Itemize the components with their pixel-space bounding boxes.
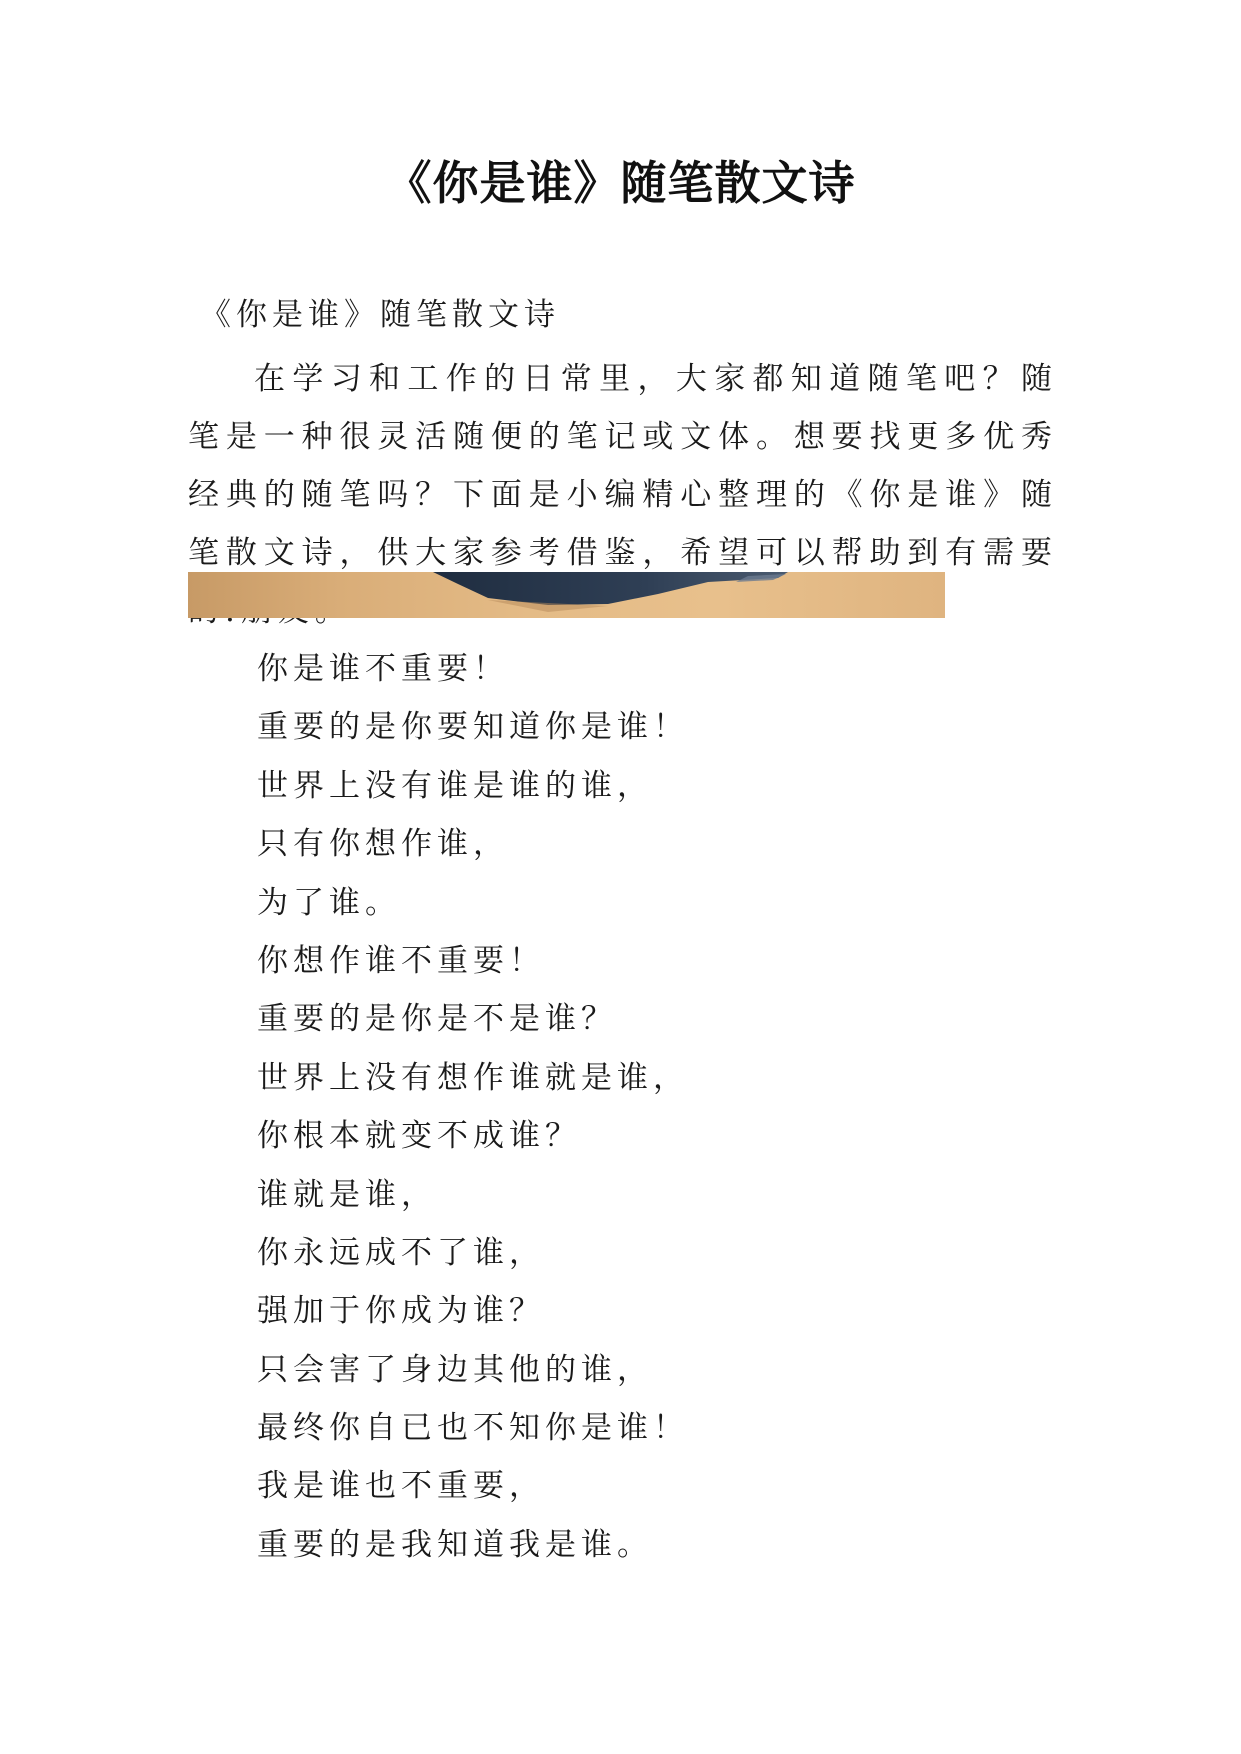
banner-image (188, 572, 945, 618)
poem-line: 强加于你成为谁？ (257, 1293, 545, 1330)
intro-paragraph: 在学习和工作的日常里，大家都知道随笔吧？随笔是一种很灵活随便的笔记或文体。想要找更多优秀经典的随笔吗？下面是小编精心整理的《你是谁》随笔散文诗，供大家参考借鉴，希望可以帮助到有需要 (188, 361, 1058, 571)
poem-line: 只有你想作谁， (257, 826, 509, 863)
poem-line: 你永远成不了谁， (257, 1234, 545, 1271)
poem-line: 你想作谁不重要！ (257, 942, 545, 979)
banner-illustration (188, 572, 945, 618)
dark-shape (433, 572, 788, 605)
poem-line: 只会害了身边其他的谁， (257, 1351, 653, 1388)
poem-line: 世界上没有谁是谁的谁， (257, 767, 653, 804)
poem-line: 重要的是你要知道你是谁！ (257, 709, 689, 746)
poem-line: 你是谁不重要！ (257, 651, 509, 687)
poem-line: 我是谁也不重要， (257, 1468, 545, 1505)
poem-line: 谁就是谁， (257, 1176, 437, 1213)
poem-line: 最终你自已也不知你是谁！ (257, 1410, 689, 1447)
article-subtitle: 《你是谁》随笔散文诗 (200, 297, 560, 333)
poem-line: 重要的是我知道我是谁。 (257, 1526, 653, 1563)
poem (257, 640, 689, 1574)
poem-line: 世界上没有想作谁就是谁， (257, 1059, 689, 1096)
poem-line: 重要的是你是不是谁？ (257, 1001, 617, 1038)
page-title: 《你是谁》随笔散文诗 (385, 156, 856, 210)
poem-line: 你根本就变不成谁？ (257, 1118, 581, 1155)
poem-line: 为了谁。 (257, 884, 401, 921)
